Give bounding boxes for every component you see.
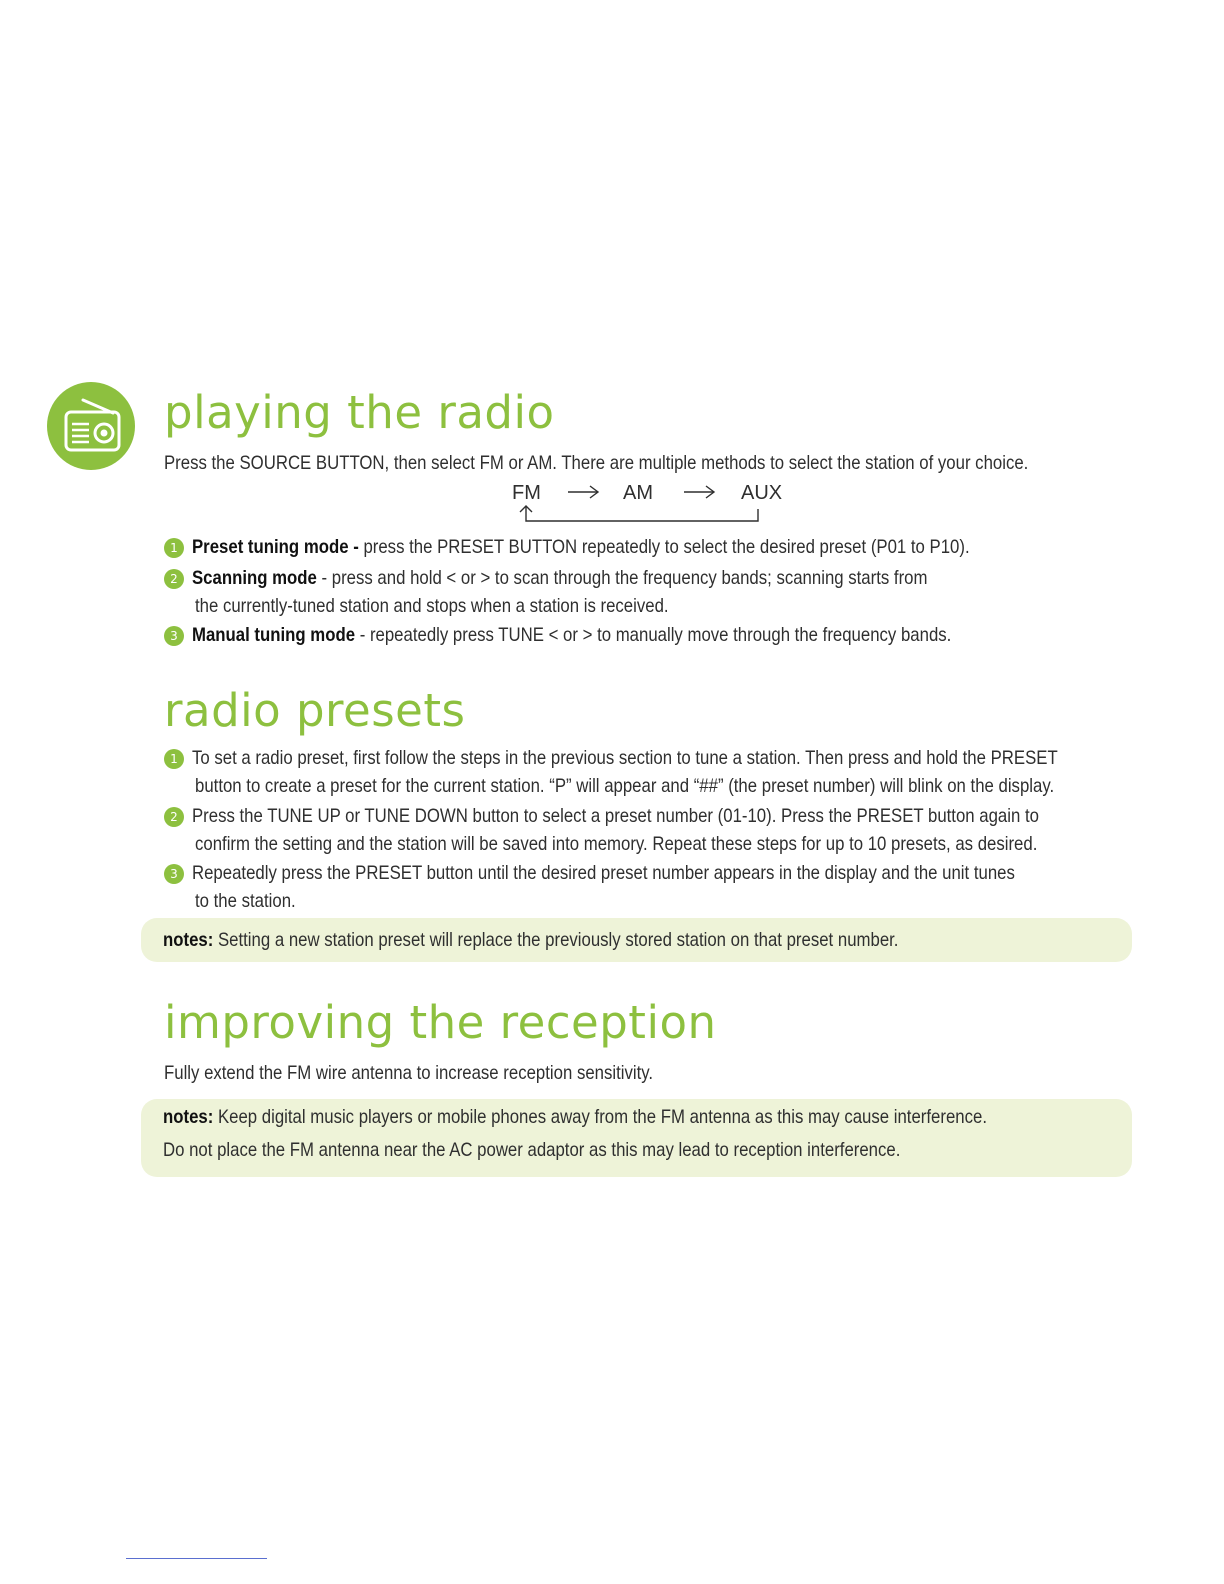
presets-note-box	[141, 918, 1132, 962]
note-text-2: Do not place the FM antenna near the AC power adaptor as this may lead to reception interference.	[163, 1139, 901, 1161]
step-number: 1	[164, 538, 184, 558]
note-text: Setting a new station preset will replace the previously stored station on that preset number.	[213, 929, 899, 951]
step-number: 2	[164, 569, 184, 589]
step-number: 1	[164, 749, 184, 769]
flow-am: AM	[623, 482, 653, 504]
note-label: notes:	[163, 929, 214, 951]
section-title-radio-presets: radio presets	[164, 684, 466, 737]
flow-fm: FM	[512, 482, 541, 504]
note-text: Keep digital music players or mobile phones away from the FM antenna as this may cause interference.	[213, 1106, 987, 1128]
mode-label: Scanning mode	[192, 567, 317, 589]
step-number: 3	[164, 864, 184, 884]
playing-radio-intro: Press the SOURCE BUTTON, then select FM or AM. There are multiple methods to select the station of your choice.	[164, 452, 1029, 474]
flow-aux: AUX	[741, 482, 783, 504]
radio-icon	[47, 382, 135, 470]
source-flow-diagram	[510, 476, 790, 526]
section-title-playing-radio: playing the radio	[164, 386, 555, 439]
reception-intro: Fully extend the FM wire antenna to increase reception sensitivity.	[164, 1062, 654, 1084]
step-number: 2	[164, 807, 184, 827]
mode-label: Preset tuning mode -	[192, 536, 359, 558]
step-number: 3	[164, 626, 184, 646]
footer-rule	[126, 1558, 267, 1559]
note-label: notes:	[163, 1106, 214, 1128]
reception-note-box	[141, 1099, 1132, 1177]
section-title-improving-reception: improving the reception	[164, 996, 717, 1049]
mode-label: Manual tuning mode	[192, 624, 356, 646]
